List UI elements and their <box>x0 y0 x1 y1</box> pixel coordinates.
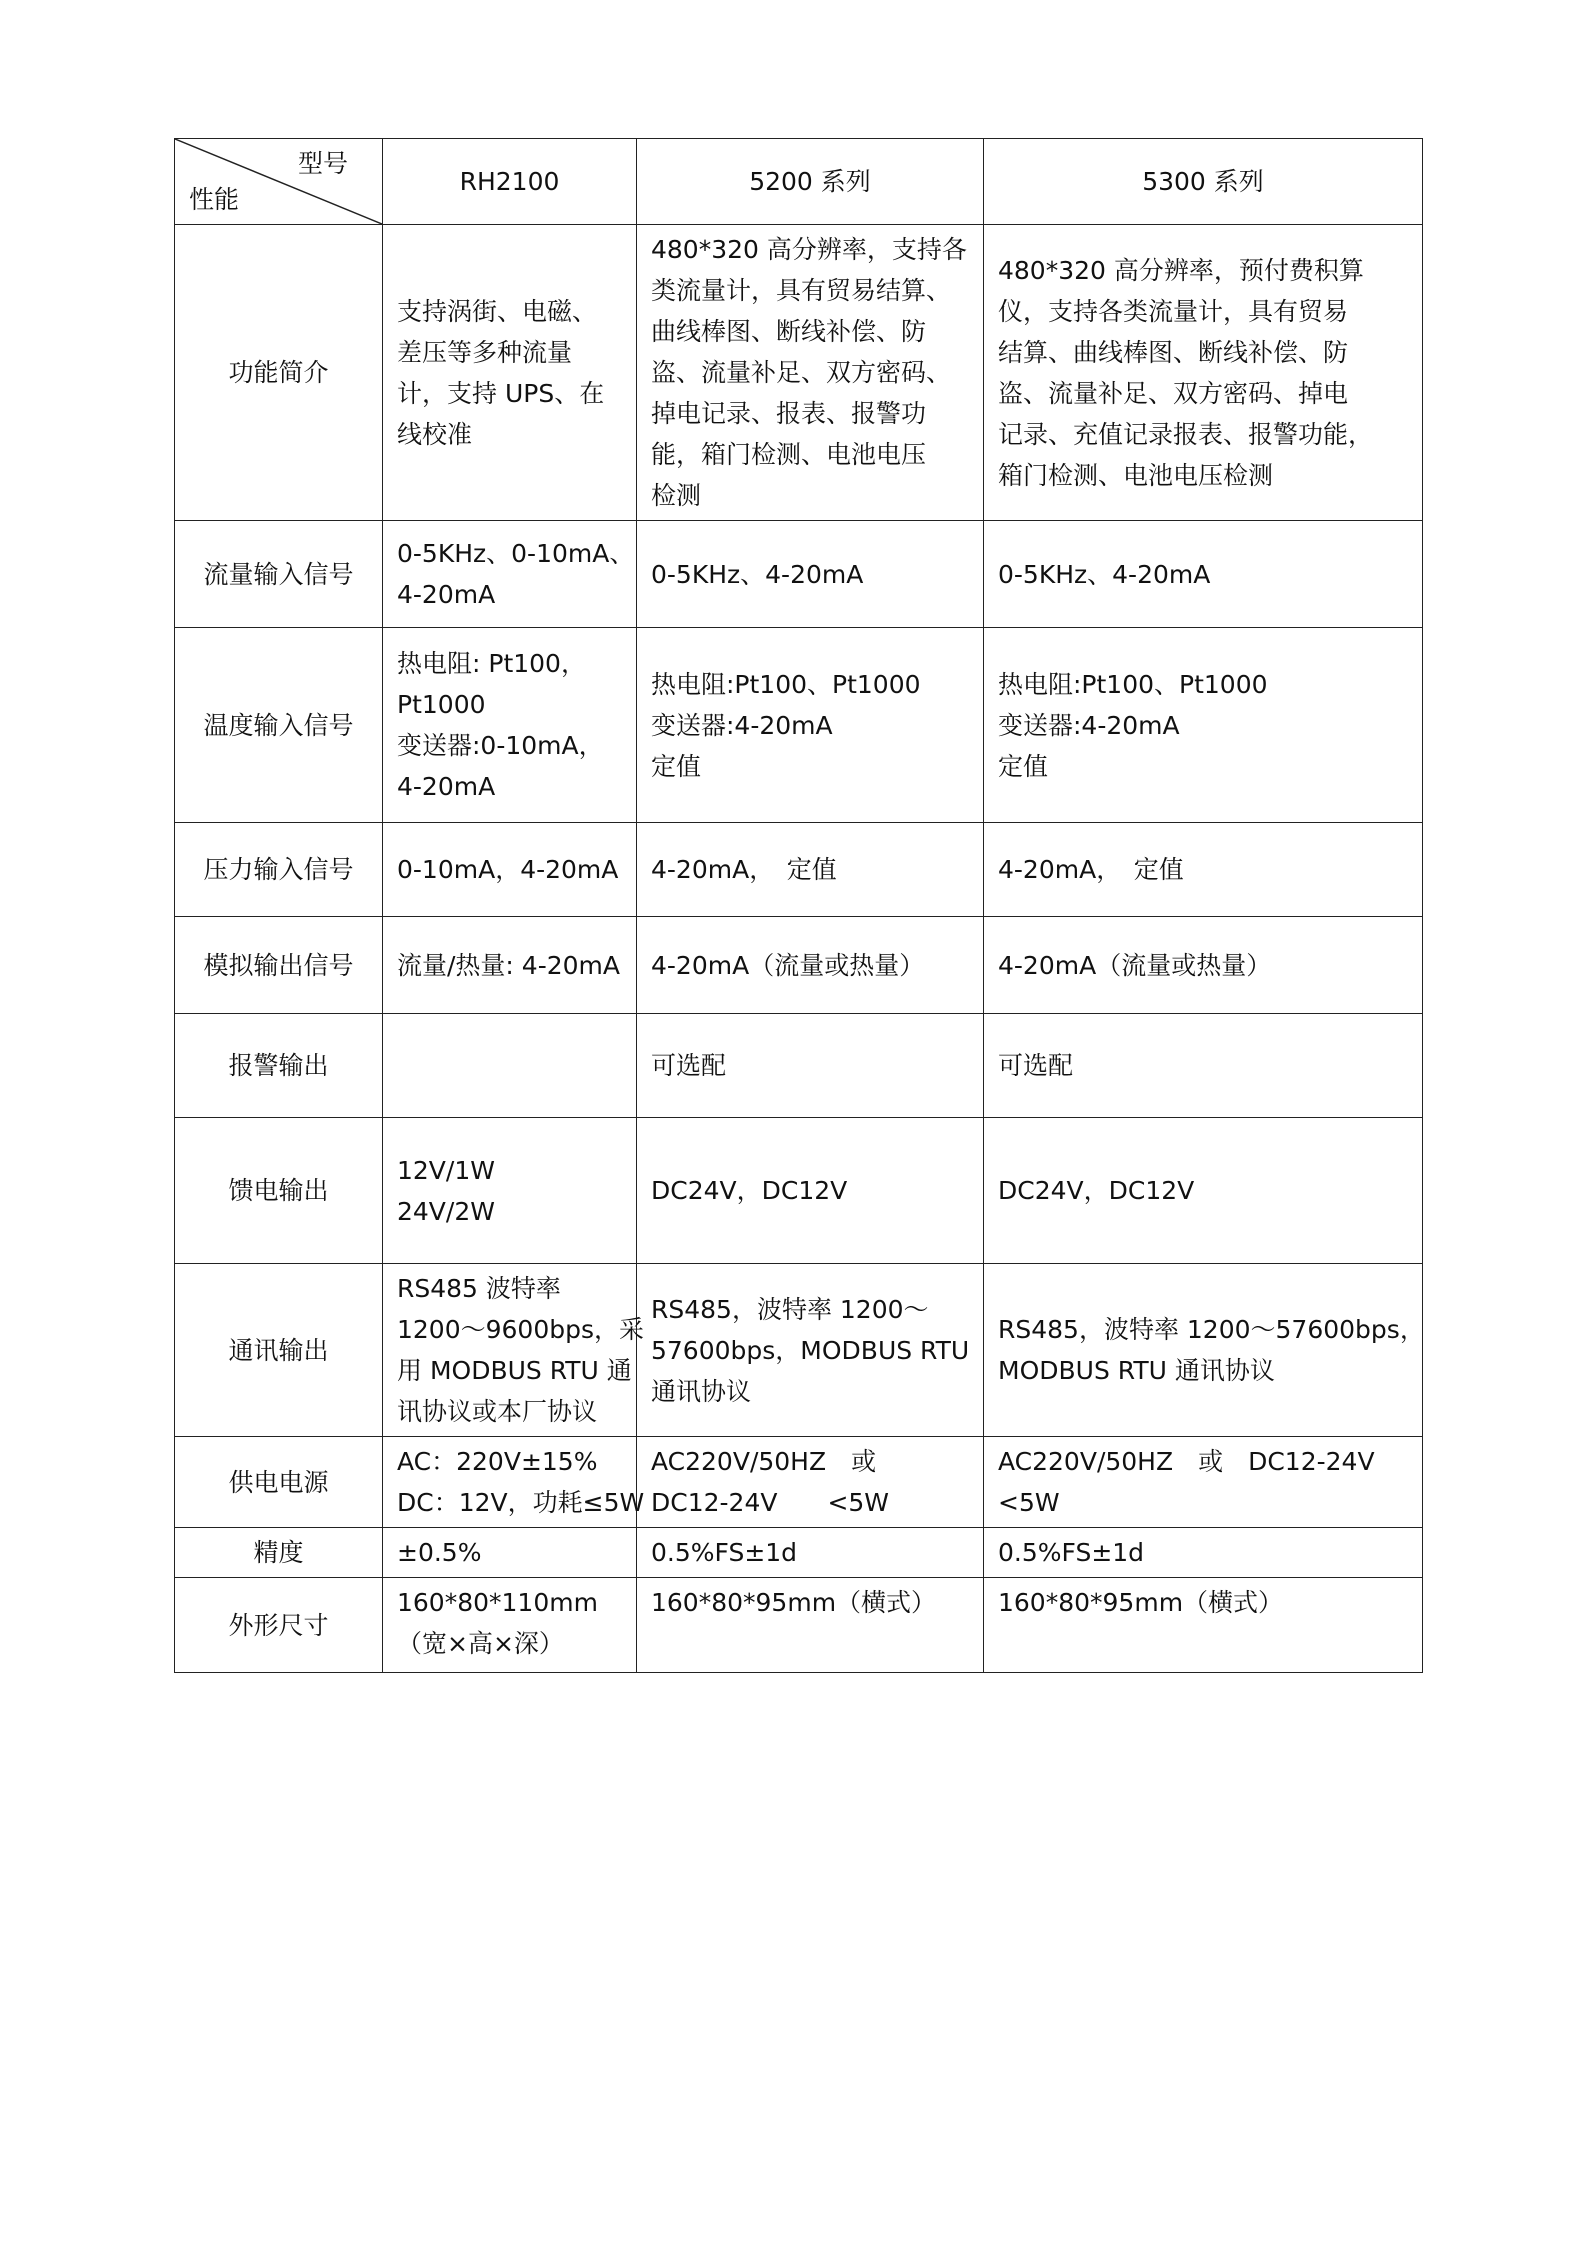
table-cell <box>984 225 1423 521</box>
row-label: 功能简介 <box>175 225 383 521</box>
table-cell <box>637 628 984 823</box>
table-cell <box>637 917 984 1014</box>
cell-text-line: DC24V，DC12V <box>998 1176 1195 1205</box>
cell-text-line: RS485 波特率 <box>397 1274 561 1303</box>
table-cell <box>984 1578 1423 1673</box>
cell-text-line: 差压等多种流量 <box>397 337 573 367</box>
table-cell <box>984 1264 1423 1437</box>
row-label: 压力输入信号 <box>175 823 383 917</box>
table-row <box>175 1118 1423 1264</box>
table-row <box>175 1437 1423 1528</box>
cell-text-line: 定值 <box>998 751 1049 781</box>
cell-text-line: DC12-24V <5W <box>651 1488 890 1517</box>
table-cell <box>984 1528 1423 1578</box>
cell-text-line: 0-10mA，4-20mA <box>397 855 619 884</box>
cell-text-line: 480*320 高分辨率，支持各 <box>651 235 967 264</box>
cell-text-line: AC220V/50HZ 或 DC12-24V <box>998 1447 1375 1476</box>
cell-text-line: 变送器:4-20mA <box>651 710 833 740</box>
cell-text-line: MODBUS RTU 通讯协议 <box>998 1356 1275 1385</box>
cell-text-line: DC：12V，功耗≤5W <box>397 1488 645 1517</box>
column-header-5200-series: 5200 系列 <box>637 139 984 225</box>
table-cell <box>637 1437 984 1528</box>
cell-text-line: 变送器:4-20mA <box>998 710 1180 740</box>
row-label: 模拟输出信号 <box>175 917 383 1014</box>
table-cell <box>383 1264 645 1437</box>
row-label: 供电电源 <box>175 1437 383 1528</box>
cell-text-line: RS485，波特率 1200～ <box>651 1294 929 1324</box>
cell-text-line: 4-20mA， 定值 <box>651 855 837 884</box>
cell-text-line: 定值 <box>651 751 702 781</box>
cell-text-line: 24V/2W <box>397 1196 495 1226</box>
cell-text-line: 0.5%FS±1d <box>651 1538 798 1567</box>
cell-text-line: 0.5%FS±1d <box>998 1538 1145 1567</box>
cell-text-line: 可选配 <box>651 1051 727 1080</box>
cell-text-line: 热电阻: Pt100， <box>397 649 586 678</box>
corner-header-cell <box>175 139 383 225</box>
cell-text-line: 12V/1W <box>397 1155 495 1185</box>
cell-text-line: 0-5KHz、4-20mA <box>651 559 864 589</box>
cell-text-line: 4-20mA <box>397 580 496 609</box>
row-label: 报警输出 <box>175 1014 383 1118</box>
table-row <box>175 1528 1423 1578</box>
cell-text-line: 盗、流量补足、双方密码、掉电 <box>998 378 1349 408</box>
cell-text-line: ±0.5% <box>397 1538 482 1567</box>
cell-text-line: <5W <box>998 1488 1060 1517</box>
table-cell <box>984 1118 1423 1264</box>
table-header-row <box>175 139 1423 225</box>
cell-text-line: 掉电记录、报表、报警功 <box>651 399 927 428</box>
cell-text-line: 160*80*95mm（横式） <box>998 1588 1284 1617</box>
table-cell <box>383 1118 637 1264</box>
cell-text-line: 0-5KHz、4-20mA <box>998 559 1211 589</box>
cell-text-line: DC24V，DC12V <box>651 1176 848 1205</box>
table-cell <box>383 628 637 823</box>
table-cell <box>637 1578 984 1673</box>
cell-text-line: 流量/热量: 4-20mA <box>397 950 620 980</box>
cell-text-line: 热电阻:Pt100、Pt1000 <box>998 669 1268 699</box>
table-cell <box>637 225 984 521</box>
table-cell <box>984 1014 1423 1118</box>
table-cell <box>637 521 984 628</box>
cell-text-line: 用 MODBUS RTU 通 <box>397 1356 632 1385</box>
cell-text-line: 160*80*110mm <box>397 1588 598 1617</box>
cell-text-line: 4-20mA（流量或热量） <box>651 950 925 980</box>
cell-text-line: 160*80*95mm（横式） <box>651 1588 937 1617</box>
table-cell <box>383 225 637 521</box>
table-cell <box>383 823 637 917</box>
cell-text-line: 盗、流量补足、双方密码、 <box>651 358 952 387</box>
cell-text-line: 曲线棒图、断线补偿、防 <box>651 317 927 346</box>
table-row <box>175 823 1423 917</box>
cell-text-line: 57600bps，MODBUS RTU <box>651 1335 970 1365</box>
row-label: 通讯输出 <box>175 1264 383 1437</box>
cell-text-line: AC220V/50HZ 或 <box>651 1447 877 1476</box>
table-row <box>175 1578 1423 1673</box>
cell-text-line: 讯协议或本厂协议 <box>397 1397 598 1426</box>
cell-text-line: 结算、曲线棒图、断线补偿、防 <box>998 337 1349 367</box>
cell-text-line: 仪，支持各类流量计，具有贸易 <box>998 296 1349 326</box>
table-cell <box>383 1528 637 1578</box>
cell-text-line: 线校准 <box>397 419 473 449</box>
cell-text-line: 变送器:0-10mA， <box>397 731 604 760</box>
table-cell <box>637 1014 984 1118</box>
cell-text-line: 4-20mA， 定值 <box>998 855 1184 884</box>
cell-text-line: 类流量计，具有贸易结算、 <box>651 276 952 305</box>
cell-text-line: 箱门检测、电池电压检测 <box>998 460 1274 490</box>
table-cell <box>637 1264 984 1437</box>
table-row <box>175 628 1423 823</box>
cell-text-line: 4-20mA <box>397 772 496 801</box>
table-row <box>175 1014 1423 1118</box>
cell-text-line: AC：220V±15% <box>397 1447 598 1476</box>
cell-text-line: 检测 <box>651 481 702 510</box>
cell-text-line: 0-5KHz、0-10mA、 <box>397 539 635 568</box>
table-cell <box>984 1437 1423 1528</box>
table-row <box>175 917 1423 1014</box>
table-cell <box>637 1528 984 1578</box>
table-cell <box>383 1578 637 1673</box>
cell-text-line: 1200～9600bps，采 <box>397 1315 645 1344</box>
table-cell <box>637 823 984 917</box>
cell-text-line: 记录、充值记录报表、报警功能， <box>998 419 1374 449</box>
row-label: 温度输入信号 <box>175 628 383 823</box>
cell-text-line: 通讯协议 <box>651 1376 752 1406</box>
row-label: 流量输入信号 <box>175 521 383 628</box>
cell-text-line: 可选配 <box>998 1051 1074 1080</box>
cell-text-line: 4-20mA（流量或热量） <box>998 950 1272 980</box>
corner-performance-label: 性能 <box>189 185 240 214</box>
cell-text-line: 热电阻:Pt100、Pt1000 <box>651 669 921 699</box>
corner-model-label: 型号 <box>297 149 348 178</box>
table-cell <box>984 917 1423 1014</box>
table-cell <box>383 1437 645 1528</box>
table-cell <box>383 521 637 628</box>
table-cell <box>984 628 1423 823</box>
column-header-rh2100: RH2100 <box>383 139 637 225</box>
table-row <box>175 521 1423 628</box>
table-cell <box>984 823 1423 917</box>
table-row <box>175 225 1423 521</box>
cell-text-line: 480*320 高分辨率，预付费积算 <box>998 255 1364 285</box>
cell-text-line: 能，箱门检测、电池电压 <box>651 440 927 469</box>
cell-text-line: Pt1000 <box>397 690 486 719</box>
table-cell <box>383 917 637 1014</box>
table-cell <box>984 521 1423 628</box>
table-row <box>175 1264 1423 1437</box>
spec-comparison-table <box>174 138 1423 1673</box>
cell-text-line: 支持涡街、电磁、 <box>397 296 598 326</box>
row-label: 馈电输出 <box>175 1118 383 1264</box>
row-label: 精度 <box>175 1528 383 1578</box>
cell-text-line: （宽×高×深） <box>397 1629 564 1658</box>
row-label: 外形尺寸 <box>175 1578 383 1673</box>
cell-text-line: 计，支持 UPS、在 <box>397 378 605 408</box>
table-cell <box>637 1118 984 1264</box>
column-header-5300-series: 5300 系列 <box>984 139 1423 225</box>
cell-text-line: RS485，波特率 1200～57600bps， <box>998 1315 1425 1344</box>
table-cell <box>383 1014 637 1118</box>
